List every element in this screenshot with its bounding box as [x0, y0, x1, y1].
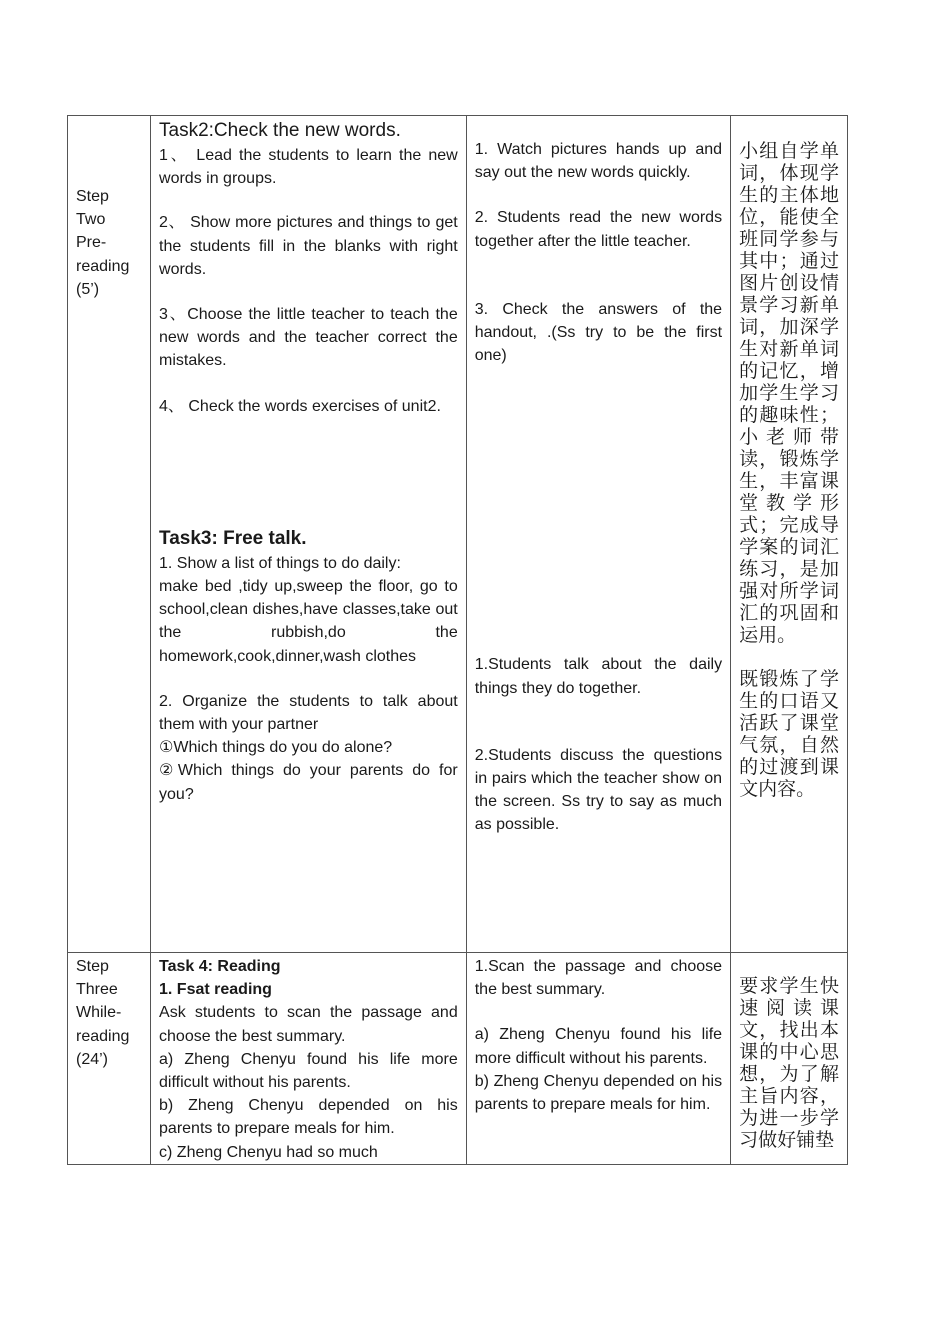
task-title: Task 4: Reading — [159, 958, 281, 975]
task-item: make bed ,tidy up,sweep the floor, go to school,clean dishes,have classes,take out the rubbish,do the homework,cook,dinner,wash clothes — [159, 578, 458, 665]
task-item: 3、Choose the little teacher to teach the new words and the teacher correct the mistakes. — [159, 306, 458, 370]
activity-item: 3. Check the answers of the handout, .(Ss try to be the first one) — [474, 300, 723, 365]
table-row — [68, 953, 848, 1165]
task-item: c) Zheng Chenyu had so much — [159, 1143, 378, 1161]
task-item: b) Zheng Chenyu depended on his parents to prepare meals for him. — [159, 1097, 458, 1138]
student-activity-cell — [466, 116, 730, 953]
task-item: ①Which things do you do alone? — [159, 739, 393, 757]
task-title: Task3: Free talk. — [159, 527, 307, 549]
purpose-cell — [731, 116, 848, 953]
purpose-text: 要求学生快速阅读课文，找出本课的中心思想，为了解主旨内容，为进一步学习做好铺垫 — [739, 975, 839, 1151]
step-label: Three — [76, 981, 118, 999]
activity-item: 2. Students read the new words together after the little teacher. — [474, 209, 723, 250]
teacher-activity-cell — [151, 116, 467, 953]
activity-item: 1.Scan the passage and choose the best summary. — [474, 958, 723, 999]
step-label: While- — [76, 1004, 122, 1022]
step-cell — [68, 953, 151, 1165]
task-title: Task2:Check the new words. — [159, 120, 401, 141]
step-label: (5’) — [76, 280, 100, 298]
step-label: Step — [76, 958, 109, 975]
step-label: (24’) — [76, 1050, 109, 1068]
student-activity-cell — [466, 953, 730, 1165]
task-item: 1、 Lead the students to learn the new words in groups. — [159, 147, 458, 188]
task-item: a) Zheng Chenyu found his life more difficult without his parents. — [159, 1050, 458, 1092]
task-subtitle: 1. Fsat reading — [159, 981, 272, 999]
task-item: 4、 Check the words exercises of unit2. — [159, 397, 441, 415]
activity-item: 2.Students discuss the questions in pairs which the teacher show on the screen. Ss try to say as much as possible. — [474, 746, 723, 834]
step-label: reading — [76, 1027, 130, 1045]
activity-item: b) Zheng Chenyu depended on his parents to prepare meals for him. — [474, 1072, 723, 1114]
step-label: Pre- — [76, 234, 107, 252]
task-item: 1. Show a list of things to do daily: — [159, 554, 401, 572]
purpose-text: 既锻炼了学生的口语又活跃了课堂气氛，自然的过渡到课文内容。 — [739, 668, 839, 800]
task-item: Ask students to scan the passage and choose the best summary. — [159, 1004, 458, 1045]
step-label: Step Two — [76, 188, 109, 229]
lesson-plan-table — [67, 115, 848, 1165]
purpose-text: 小组自学单词，体现学生的主体地位，能使全班同学参与其中；通过图片创设情景学习新单词，加深学生对新单词的记忆，增加学生学习的趣味性；小老师带读，锻炼学生，丰富课堂教学形式；完成导学案的词汇练习，是加强对所学词汇的巩固和运用。 — [739, 140, 839, 646]
activity-item: 1. Watch pictures hands up and say out the new words quickly. — [474, 141, 723, 182]
table-row — [68, 116, 848, 953]
purpose-cell — [731, 953, 848, 1165]
activity-item: a) Zheng Chenyu found his life more difficult without his parents. — [474, 1026, 723, 1067]
task-item: 2、 Show more pictures and things to get the students fill in the blanks with right words. — [159, 214, 458, 278]
step-cell — [68, 116, 151, 953]
teacher-activity-cell — [151, 953, 467, 1165]
activity-item: 1.Students talk about the daily things they do together. — [474, 656, 723, 697]
task-item: 2. Organize the students to talk about them with your partner — [159, 692, 458, 734]
task-item: ②Which things do your parents do for you? — [159, 762, 458, 803]
step-label: reading — [76, 257, 130, 275]
